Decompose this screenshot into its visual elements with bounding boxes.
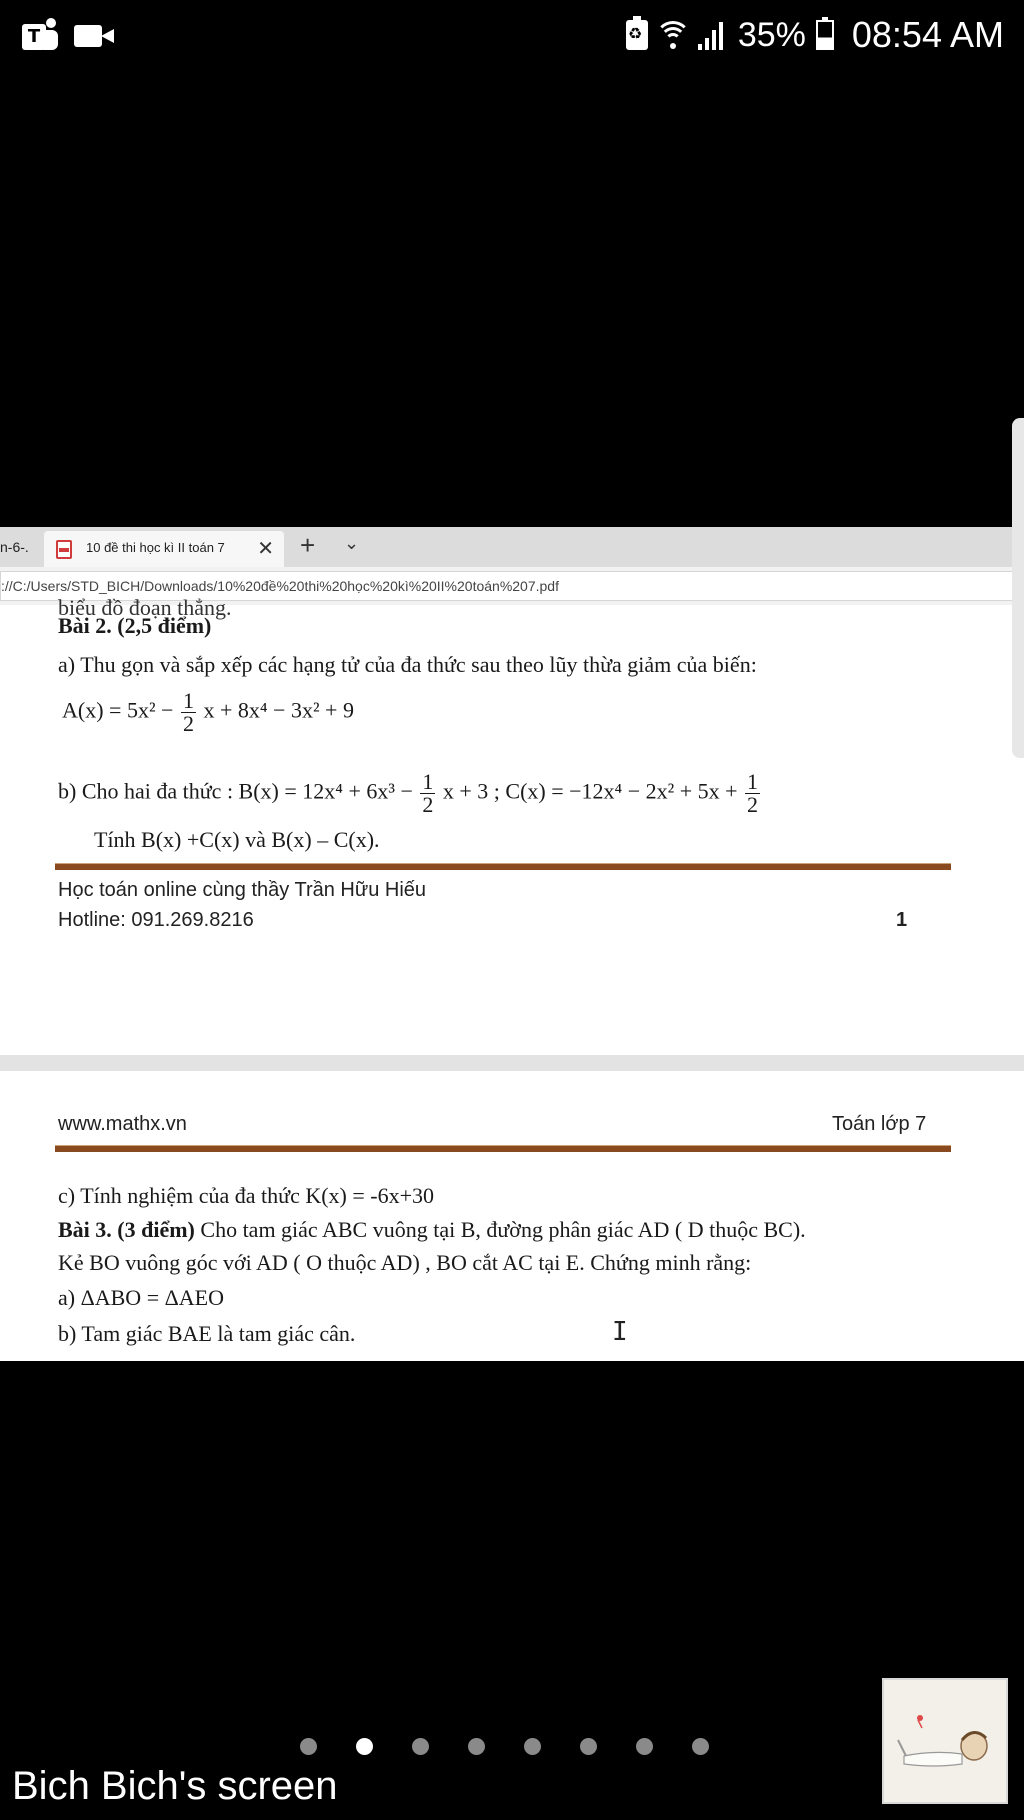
footer-rule: [55, 863, 951, 870]
bai3-part-b: b) Tam giác BAE là tam giác cân.: [58, 1321, 356, 1346]
signal-icon: [698, 20, 728, 50]
bai2-part-c: c) Tính nghiệm của đa thức K(x) = -6x+30: [58, 1183, 435, 1208]
scrollbar[interactable]: [1012, 418, 1024, 758]
fraction: $\frac{1}{2}$: [182, 688, 194, 736]
page-dot[interactable]: [692, 1738, 709, 1755]
shared-screen-window: [0, 527, 1024, 1361]
page-dot[interactable]: [300, 1738, 317, 1755]
presenter-label: Bich Bich's screen: [12, 1764, 338, 1808]
page-dot[interactable]: [580, 1738, 597, 1755]
footer-teacher: Học toán online cùng thầy Trần Hữu Hiếu: [58, 879, 427, 901]
presenter-avatar[interactable]: [882, 1678, 1008, 1804]
teams-icon: T: [22, 18, 60, 54]
browser-tab-bar: [0, 527, 1024, 567]
avatar-figure: [894, 1710, 994, 1780]
page-separator: [0, 1055, 1024, 1071]
status-right-icons: [626, 14, 1004, 56]
fraction: $\frac{1}{2}$: [422, 769, 434, 817]
page-number: 1: [896, 909, 908, 931]
pdf-icon: [56, 540, 72, 559]
tab-previous[interactable]: n-6-.: [0, 539, 29, 555]
battery-saver-icon: [626, 20, 648, 50]
expression-b: [58, 771, 762, 816]
footer-hotline: Hotline: 091.269.8216: [58, 909, 254, 931]
bai2-part-a: a) Thu gọn và sắp xếp các hạng tử của đa thức sau theo lũy thừa giảm của biến:: [58, 652, 757, 677]
header-rule: [55, 1145, 951, 1152]
clock: 08:54 AM: [851, 14, 1004, 55]
pdf-viewer[interactable]: [0, 595, 1024, 1361]
page-dot[interactable]: [468, 1738, 485, 1755]
status-left-icons: [22, 18, 116, 54]
status-bar: [0, 0, 1024, 74]
wifi-icon: [658, 19, 688, 51]
header-site: www.mathx.vn: [58, 1113, 187, 1135]
new-tab-button[interactable]: +: [300, 530, 316, 560]
page-dot[interactable]: [524, 1738, 541, 1755]
bai3-line2: Kẻ BO vuông góc với AD ( O thuộc AD) , BO cắt AC tại E. Chứng minh rằng:: [58, 1250, 752, 1275]
bai3-title: Bài 3. (3 điểm): [58, 1217, 195, 1242]
bai3-part-a: a) ΔABO = ΔAEO: [58, 1285, 224, 1310]
address-text: ://C:/Users/STD_BICH/Downloads/10%20đề%20thi%20học%20kì%20II%20toán%207.pdf: [1, 578, 559, 594]
bai2-calc: Tính B(x) +C(x) và B(x) – C(x).: [94, 827, 380, 852]
page-dot[interactable]: [412, 1738, 429, 1755]
tab-active-pdf[interactable]: [44, 531, 284, 567]
page-dot[interactable]: [636, 1738, 653, 1755]
cut-off-text: biểu đồ đoạn thẳng.: [58, 595, 232, 620]
expression-a: [62, 690, 354, 735]
page-dot[interactable]: [356, 1738, 373, 1755]
text-cursor-icon: I: [612, 1317, 628, 1347]
bai3-text: Cho tam giác ABC vuông tại B, đường phân giác AD ( D thuộc BC).: [200, 1217, 806, 1242]
battery-percent: 35%: [737, 15, 806, 54]
expression-b-mid: x + 3 ; C(x) = −12x⁴ − 2x² + 5x +: [442, 778, 738, 804]
bai3-line1: [58, 1217, 806, 1243]
fraction: $\frac{1}{2}$: [747, 769, 759, 817]
page-indicator[interactable]: [300, 1738, 709, 1755]
expression-a-right: x + 8x⁴ − 3x² + 9: [203, 697, 354, 723]
expression-a-left: A(x) = 5x² −: [62, 697, 174, 723]
expression-b-prefix: b) Cho hai đa thức : B(x) = 12x⁴ + 6x³ −: [58, 778, 413, 804]
camera-icon: [74, 25, 116, 47]
bai2-title: Bài 2. (2,5 điểm): [58, 613, 212, 638]
chevron-down-icon[interactable]: ⌄: [344, 533, 360, 553]
tab-title: 10 đề thi học kì II toán 7: [86, 540, 225, 555]
close-tab-icon[interactable]: ✕: [257, 538, 274, 560]
battery-icon: [816, 20, 834, 50]
header-course: Toán lớp 7: [832, 1113, 927, 1135]
